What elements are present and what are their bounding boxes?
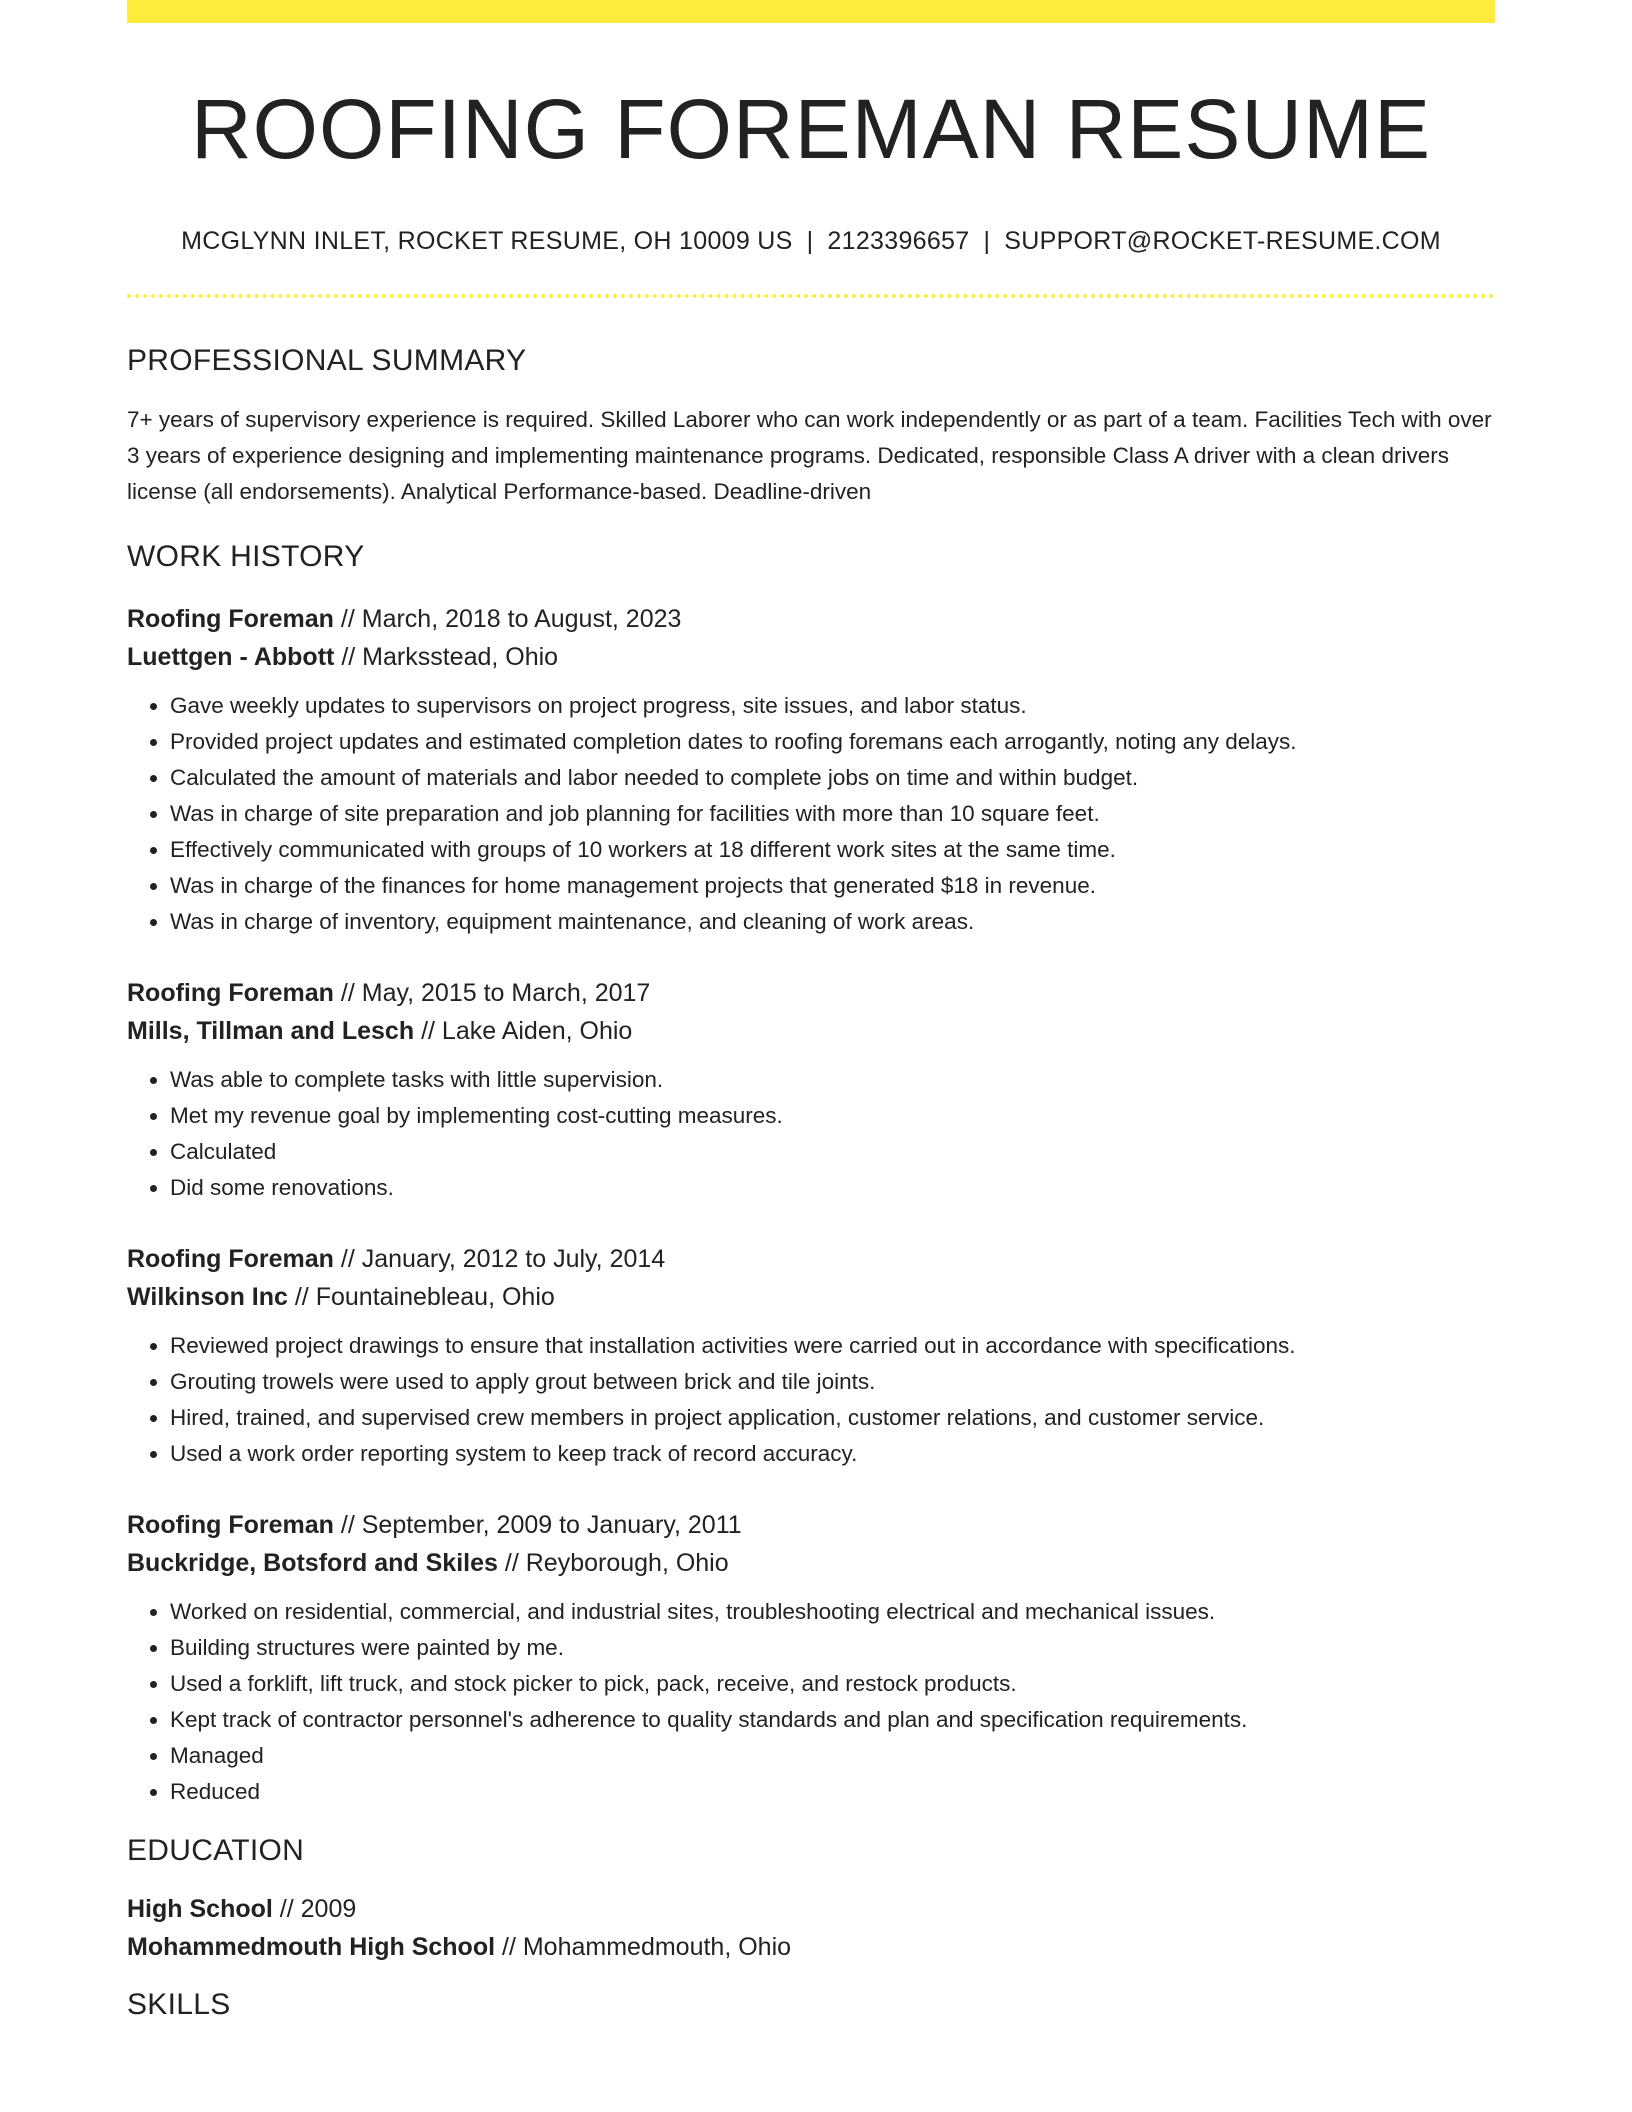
job-title: Roofing Foreman (127, 605, 334, 634)
list-item: • Used a work order reporting system to keep track of record accuracy. (170, 1436, 1495, 1472)
education-school: Mohammedmouth High School (127, 1933, 496, 1962)
job-company: Mills, Tillman and Lesch (127, 1017, 415, 1046)
resume-title: ROOFING FOREMAN RESUME (190, 82, 1432, 176)
contact-email: SUPPORT@ROCKET-RESUME.COM (1004, 227, 1441, 256)
separator: // (279, 1895, 294, 1924)
dotted-divider (127, 294, 1495, 298)
contact-line (127, 227, 1495, 256)
job-bullets (127, 688, 1495, 940)
education-degree: High School (127, 1895, 273, 1924)
job-title: Roofing Foreman (127, 979, 334, 1008)
list-item: • Reduced (170, 1774, 1495, 1810)
list-item: • Did some renovations. (170, 1170, 1495, 1206)
job-title: Roofing Foreman (127, 1245, 334, 1274)
job-title-line (127, 974, 1495, 1012)
education-school-line (127, 1928, 1495, 1966)
work-history-list (127, 600, 1495, 1810)
job-entry (127, 1506, 1495, 1810)
education-year: 2009 (300, 1895, 357, 1924)
separator: // (341, 643, 356, 672)
job-title-line (127, 1506, 1495, 1544)
separator: // (340, 605, 355, 634)
list-item: • Worked on residential, commercial, and industrial sites, troubleshooting electrical and mechanical issues. (170, 1594, 1495, 1630)
education-location: Mohammedmouth, Ohio (522, 1933, 792, 1962)
job-company: Wilkinson Inc (127, 1283, 288, 1312)
job-location: Fountainebleau, Ohio (315, 1283, 555, 1312)
job-bullets (127, 1328, 1495, 1472)
separator: // (421, 1017, 435, 1046)
list-item: • Building structures were painted by me. (170, 1630, 1495, 1666)
work-history-heading: WORK HISTORY (127, 540, 365, 574)
list-item: • Managed (170, 1738, 1495, 1774)
summary-heading: PROFESSIONAL SUMMARY (127, 344, 527, 378)
job-title-line (127, 1240, 1495, 1278)
summary-text: 7+ years of supervisory experience is required. Skilled Laborer who can work independently or as part of a team. Facilities Tech with over 3 years of experience designing and implementing maintenance programs. Dedicated, responsible Class A driver with a clean drivers license (all endorsements). Analytical Performance-based. Deadline-driven (127, 407, 1492, 505)
separator: // (502, 1933, 516, 1962)
skills-heading: SKILLS (127, 1988, 231, 2022)
list-item: • Calculated the amount of materials and labor needed to complete jobs on time and within budget. (170, 760, 1495, 796)
job-company-line (127, 1278, 1495, 1316)
job-title: Roofing Foreman (127, 1511, 334, 1540)
contact-separator: | (983, 227, 991, 256)
list-item: • Was in charge of inventory, equipment maintenance, and cleaning of work areas. (170, 904, 1495, 940)
separator: // (340, 1511, 355, 1540)
job-entry (127, 974, 1495, 1206)
list-item: • Grouting trowels were used to apply grout between brick and tile joints. (170, 1364, 1495, 1400)
contact-separator: | (806, 227, 814, 256)
job-company-line (127, 638, 1495, 676)
job-location: Marksstead, Ohio (362, 643, 559, 672)
job-entry (127, 1240, 1495, 1472)
job-company-line (127, 1544, 1495, 1582)
list-item: • Provided project updates and estimated completion dates to roofing foremans each arrogantly, noting any delays. (170, 724, 1495, 760)
job-dates: January, 2012 to July, 2014 (361, 1245, 666, 1274)
separator: // (504, 1549, 519, 1578)
list-item: • Gave weekly updates to supervisors on project progress, site issues, and labor status. (170, 688, 1495, 724)
job-company-line (127, 1012, 1495, 1050)
job-dates: May, 2015 to March, 2017 (361, 979, 651, 1008)
contact-address: MCGLYNN INLET, ROCKET RESUME, OH 10009 US (181, 227, 793, 256)
list-item: • Effectively communicated with groups of 10 workers at 18 different work sites at the same time. (170, 832, 1495, 868)
job-title-line (127, 600, 1495, 638)
education-degree-line (127, 1890, 1495, 1928)
resume-page (127, 0, 1495, 2022)
list-item: • Hired, trained, and supervised crew members in project application, customer relations, and customer service. (170, 1400, 1495, 1436)
list-item: • Met my revenue goal by implementing cost-cutting measures. (170, 1098, 1495, 1134)
contact-phone: 2123396657 (827, 227, 970, 256)
list-item: • Calculated (170, 1134, 1495, 1170)
job-location: Reyborough, Ohio (525, 1549, 729, 1578)
list-item: • Reviewed project drawings to ensure that installation activities were carried out in accordance with specifications. (170, 1328, 1495, 1364)
job-dates: March, 2018 to August, 2023 (361, 605, 682, 634)
job-location: Lake Aiden, Ohio (441, 1017, 633, 1046)
list-item: • Kept track of contractor personnel's adherence to quality standards and plan and specification requirements. (170, 1702, 1495, 1738)
separator: // (294, 1283, 309, 1312)
education-entry (127, 1890, 1495, 1966)
accent-bar (127, 0, 1495, 23)
job-company: Buckridge, Botsford and Skiles (127, 1549, 498, 1578)
education-heading: EDUCATION (127, 1834, 305, 1868)
job-company: Luettgen - Abbott (127, 643, 335, 672)
job-bullets (127, 1062, 1495, 1206)
separator: // (340, 979, 355, 1008)
job-bullets (127, 1594, 1495, 1810)
list-item: • Was able to complete tasks with little supervision. (170, 1062, 1495, 1098)
job-entry (127, 600, 1495, 940)
list-item: • Was in charge of site preparation and job planning for facilities with more than 10 square feet. (170, 796, 1495, 832)
separator: // (340, 1245, 355, 1274)
list-item: • Was in charge of the finances for home management projects that generated $18 in revenue. (170, 868, 1495, 904)
list-item: • Used a forklift, lift truck, and stock picker to pick, pack, receive, and restock products. (170, 1666, 1495, 1702)
job-dates: September, 2009 to January, 2011 (361, 1511, 742, 1540)
